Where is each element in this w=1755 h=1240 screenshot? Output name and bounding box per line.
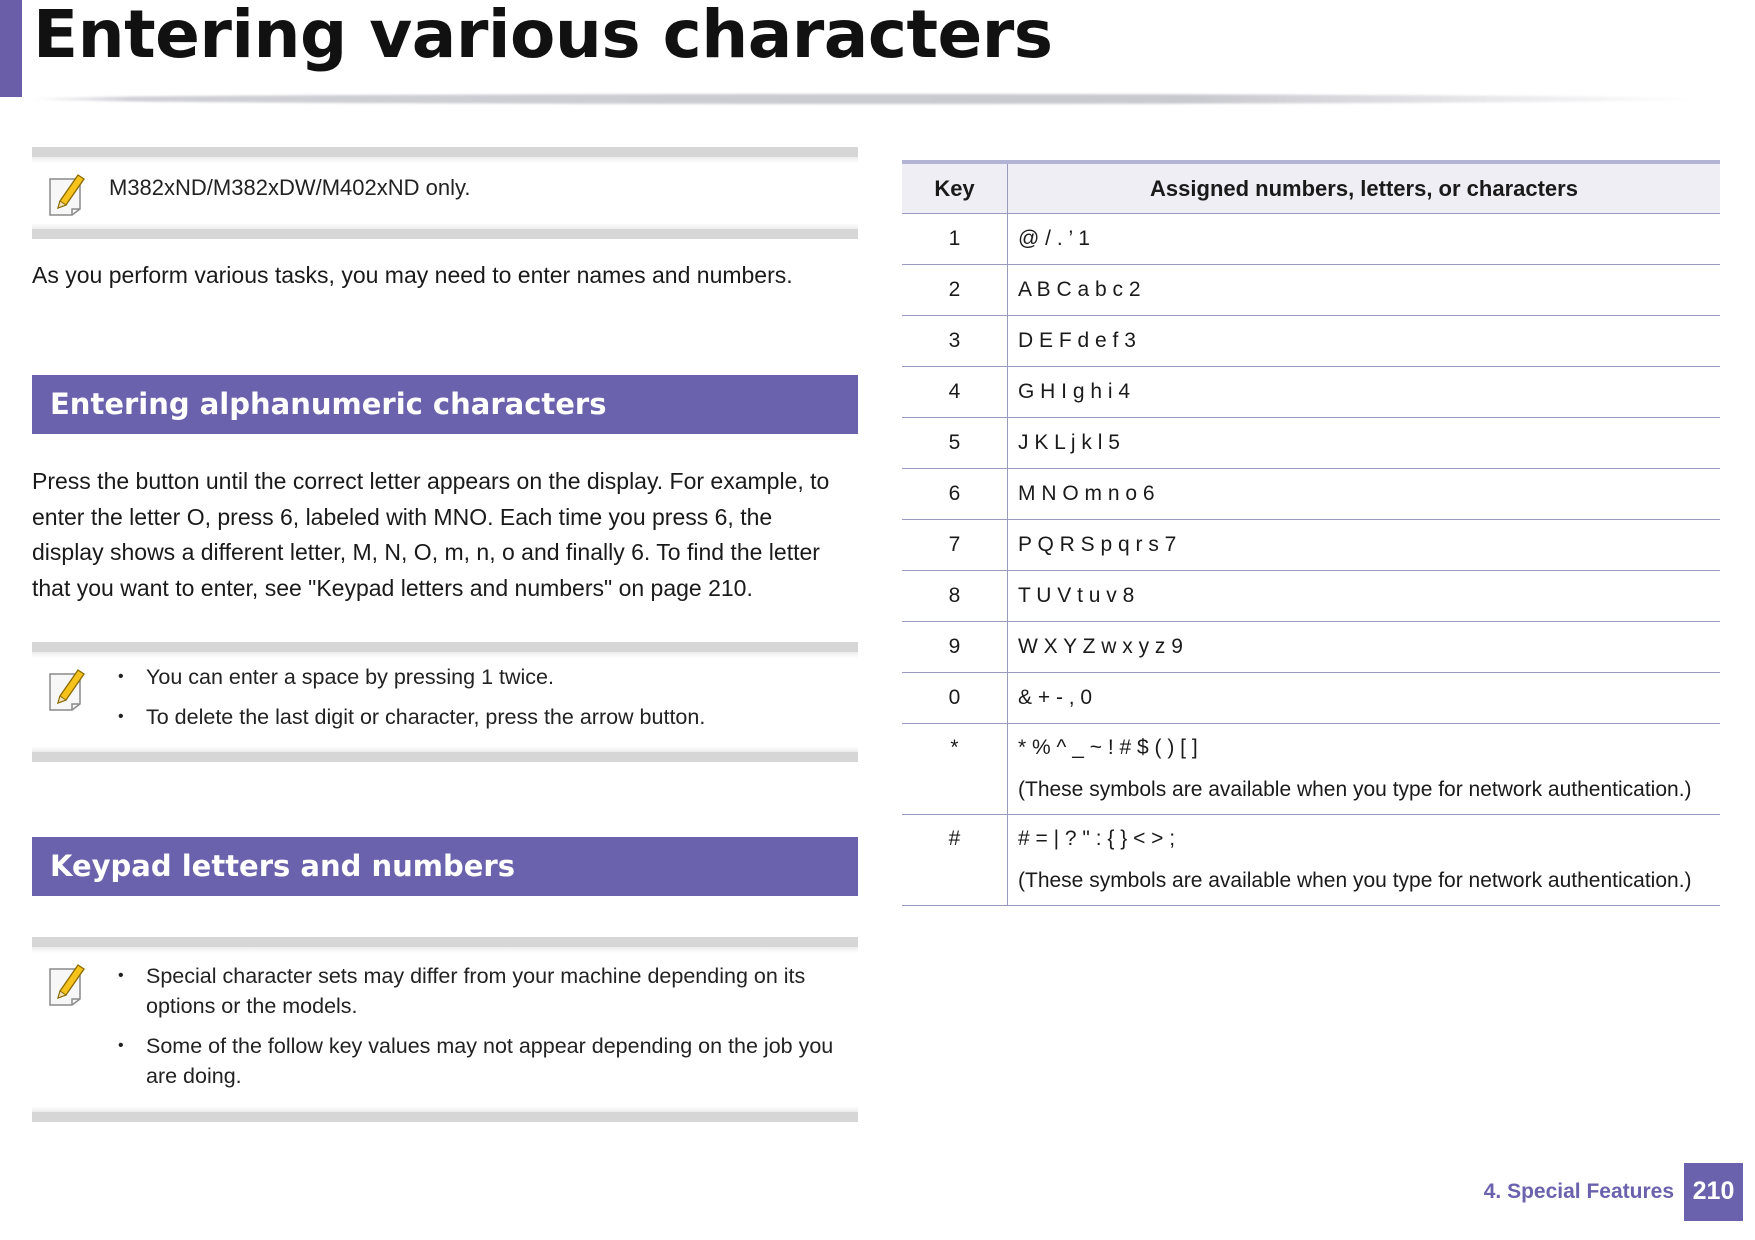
key-cell: 6 <box>902 469 1008 520</box>
symbol-list: # = | ? " : { } < > ; <box>1018 827 1176 850</box>
footer-section-label: 4. Special Features <box>1483 1180 1674 1203</box>
symbol-note: (These symbols are available when you type for network authentication.) <box>1018 778 1692 801</box>
note-pencil-icon <box>46 171 90 217</box>
key-cell: 2 <box>902 265 1008 316</box>
chars-cell: P Q R S p q r s 7 <box>1008 520 1721 571</box>
key-cell: 0 <box>902 673 1008 724</box>
chars-cell: G H I g h i 4 <box>1008 367 1721 418</box>
note-item: • You can enter a space by pressing 1 twice. <box>112 662 854 692</box>
table-row <box>902 724 1720 815</box>
key-cell: 8 <box>902 571 1008 622</box>
section-heading-keypad: Keypad letters and numbers <box>32 837 858 896</box>
key-cell: # <box>902 815 1008 906</box>
title-accent-bar <box>0 0 22 97</box>
symbol-note: (These symbols are available when you type for network authentication.) <box>1018 869 1692 892</box>
chars-cell <box>1008 815 1721 906</box>
chars-cell: T U V t u v 8 <box>1008 571 1721 622</box>
chars-cell: A B C a b c 2 <box>1008 265 1721 316</box>
note-item: • Some of the follow key values may not appear depending on the job you are doing. <box>112 1031 854 1091</box>
chars-cell: M N O m n o 6 <box>1008 469 1721 520</box>
models-note-text: M382xND/M382xDW/M402xND only. <box>109 175 471 200</box>
table-row <box>902 622 1720 673</box>
table-row <box>902 520 1720 571</box>
note-item: • Special character sets may differ from your machine depending on its options or the models. <box>112 961 854 1021</box>
alphanumeric-note-list <box>112 662 854 742</box>
table-row <box>902 815 1720 906</box>
key-cell: 4 <box>902 367 1008 418</box>
key-cell: 7 <box>902 520 1008 571</box>
chars-cell: W X Y Z w x y z 9 <box>1008 622 1721 673</box>
chars-cell: D E F d e f 3 <box>1008 316 1721 367</box>
chars-cell <box>1008 724 1721 815</box>
column-header-characters: Assigned numbers, letters, or characters <box>1008 162 1721 214</box>
table-row <box>902 316 1720 367</box>
key-cell: 3 <box>902 316 1008 367</box>
title-divider <box>30 94 1700 104</box>
section-heading-alphanumeric: Entering alphanumeric characters <box>32 375 858 434</box>
table-header-row <box>902 162 1720 214</box>
table-row <box>902 673 1720 724</box>
note-pencil-icon <box>46 666 90 712</box>
note-pencil-icon <box>46 961 90 1007</box>
symbol-list: * % ^ _ ~ ! # $ ( ) [ ] <box>1018 736 1198 759</box>
key-cell: * <box>902 724 1008 815</box>
table-row <box>902 571 1720 622</box>
table-row <box>902 214 1720 265</box>
keypad-note <box>32 937 858 1122</box>
alphanumeric-note <box>32 642 858 762</box>
table-row <box>902 265 1720 316</box>
chars-cell: @ / . ’ 1 <box>1008 214 1721 265</box>
key-cell: 1 <box>902 214 1008 265</box>
chars-cell: J K L j k l 5 <box>1008 418 1721 469</box>
keypad-table <box>902 160 1720 906</box>
page-title: Entering various characters <box>33 0 1053 73</box>
intro-text: As you perform various tasks, you may need to enter names and numbers. <box>32 262 793 288</box>
column-header-key: Key <box>902 162 1008 214</box>
chars-cell: & + - , 0 <box>1008 673 1721 724</box>
table-row <box>902 418 1720 469</box>
key-cell: 9 <box>902 622 1008 673</box>
keypad-note-list <box>112 961 854 1101</box>
models-note <box>32 147 858 239</box>
table-row <box>902 469 1720 520</box>
key-cell: 5 <box>902 418 1008 469</box>
table-row <box>902 367 1720 418</box>
alphanumeric-body: Press the button until the correct letter appears on the display. For example, to enter the letter O, press 6, labeled with MNO. Each time you press 6, the display shows a different letter, M, N, O, m, n, o and finally 6. To find the letter that you want to enter, see "Keypad letters and numbers" on page 210. <box>32 468 830 601</box>
note-item: • To delete the last digit or character, press the arrow button. <box>112 702 854 732</box>
page-number: 210 <box>1684 1163 1743 1221</box>
